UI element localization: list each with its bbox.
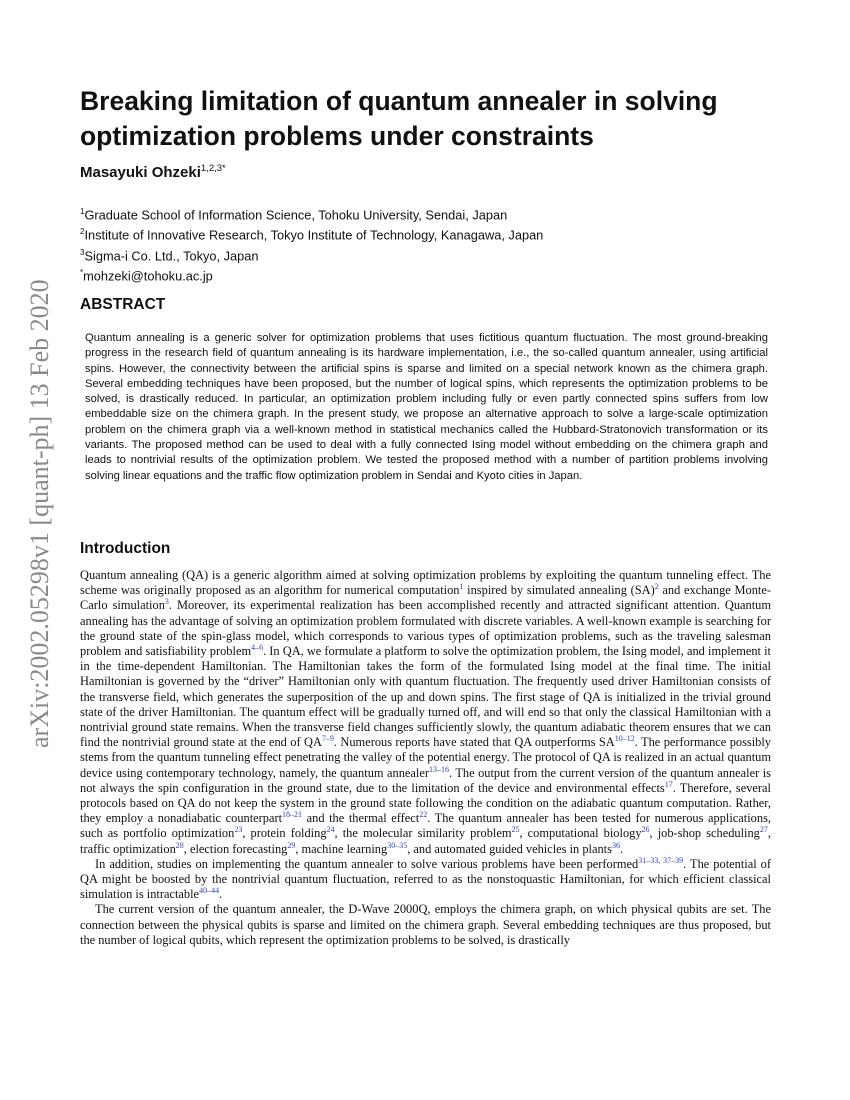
affiliation-item — [80, 223, 780, 243]
citation-link[interactable]: 36 — [611, 840, 620, 850]
paragraph-text: , job-shop scheduling — [649, 826, 760, 841]
paragraph-text: , and automated guided vehicles in plants — [407, 841, 612, 856]
citation-link[interactable]: 24 — [326, 825, 335, 835]
citation-link[interactable]: 10–12 — [614, 734, 635, 744]
citation-link[interactable]: 29 — [287, 840, 296, 850]
citation-link[interactable]: 3 — [164, 597, 169, 607]
paragraph-text: . In QA, we formulate a platform to solve the optimization problem, the Ising model, and implement it in the time-dependent Hamiltonian. The Hamiltonian takes the form of the formulated Ising model at the final time. The initial Hamiltonian is governed by the “driver” Hamiltonian only with quantum fluctuation. The frequently used driver Hamiltonian consists of the transverse field, which generates the superposition of the up and down spins. The first stage of QA is initialized in the trivial ground state of the driver Hamiltonian. The quantum effect will be gradually turned off, and will end so that only the classical Hamiltonian with a nontrivial ground state remains. When the transverse field changes sufficiently slowly, the quantum adiabatic theorem ensures that we can find the nontrivial ground state at the end of QA — [80, 644, 771, 750]
affiliation-text: mohzeki@tohoku.ac.jp — [83, 268, 213, 284]
citation-link[interactable]: 1 — [459, 582, 464, 592]
affiliation-mark: 2 — [80, 227, 85, 237]
paragraph-text: inspired by simulated annealing (SA) — [463, 583, 655, 598]
citation-link[interactable]: 7–9 — [321, 734, 334, 744]
paragraph-text: . The quantum annealer has been tested for numerous applications, such as portfolio optimization — [80, 811, 771, 841]
affiliation-text: Graduate School of Information Science, Tohoku University, Sendai, Japan — [84, 207, 508, 223]
paragraph-text: . Numerous reports have stated that QA outperforms SA — [333, 735, 615, 750]
affiliation-mark: 1 — [80, 207, 85, 216]
paragraph: The current version of the quantum annealer, the D-Wave 2000Q, employs the chimera graph, on which physical qubits are set. The connection between the physical qubits is sparse and limited on the chimera graph. Several embedding techniques are thus proposed, but the number of logical qubits, which represent the optimization problems to be solved, is drastically — [80, 902, 771, 947]
paragraph-text: and exchange Monte-Carlo simulation — [80, 583, 771, 613]
affiliation-text: Institute of Innovative Research, Tokyo Institute of Technology, Kanagawa, Japan — [84, 227, 544, 243]
paragraph — [80, 857, 771, 903]
paragraph — [80, 568, 771, 857]
paragraph-text: , election forecasting — [183, 841, 288, 856]
affiliation-email — [80, 264, 780, 284]
paragraph-text: . The potential of QA might be boosted by the nontrivial quantum fluctuation, referred to as the nonstoquastic Hamiltonian, for which efficient classical simulation is intractable — [80, 856, 772, 902]
citation-link[interactable]: 40–44 — [199, 886, 220, 896]
citation-link[interactable]: 4–6 — [251, 642, 264, 652]
paragraph-text: , the molecular similarity problem — [334, 826, 512, 841]
citation-link[interactable]: 30–35 — [387, 840, 408, 850]
paragraph-text: , machine learning — [295, 841, 388, 856]
citation-link[interactable]: 23 — [234, 825, 243, 835]
paragraph-text: , computational biology — [519, 826, 642, 841]
affiliation-text: Sigma-i Co. Ltd., Tokyo, Japan — [84, 247, 259, 263]
affiliation-item — [80, 203, 780, 223]
paragraph-text: . — [619, 841, 624, 856]
citation-link[interactable]: 18–21 — [282, 810, 303, 820]
paragraph-text: , protein folding — [242, 826, 327, 841]
author-line — [80, 163, 226, 181]
author-affiliation-marks: 1,2,3* — [200, 163, 226, 174]
citation-link[interactable]: 2 — [654, 582, 659, 592]
affiliation-mark: 3 — [80, 247, 85, 257]
paragraph-text: . Therefore, several protocols based on QA do not keep the system in the ground state following the condition on the adiabatic quantum computation. Rather, they employ a nonadiabatic counterpart — [80, 780, 771, 826]
citation-link[interactable]: 28 — [175, 840, 184, 850]
affiliation-mark: * — [80, 267, 84, 277]
citation-link[interactable]: 22 — [419, 810, 428, 820]
abstract-heading: ABSTRACT — [80, 296, 166, 313]
affiliation-item — [80, 244, 780, 264]
paragraph-text: In addition, studies on implementing the quantum annealer to solve various problems have been performed — [95, 856, 639, 871]
citation-link[interactable]: 26 — [641, 825, 650, 835]
author-name: Masayuki Ohzeki — [80, 164, 201, 181]
paragraph-text: and the thermal effect — [302, 811, 420, 826]
introduction-body — [80, 568, 771, 948]
paragraph-text: . The output from the current version of the quantum annealer is not always the spin configuration in the ground state, due to the limitation of the device and environmental effects — [80, 765, 771, 795]
citation-link[interactable]: 13–16 — [428, 764, 449, 774]
affiliation-list — [80, 203, 780, 284]
citation-link[interactable]: 25 — [511, 825, 520, 835]
abstract-text: Quantum annealing is a generic solver for optimization problems that uses fictitious quantum fluctuation. The most ground-breaking progress in the research field of quantum annealing is its hardware implementation, i.e., the so-called quantum annealer, using artificial spins. However, the connectivity between the artificial spins is sparse and limited on a special network known as the chimera graph. Several embedding techniques have been proposed, but the number of logical spins, which represents the optimization problems to be solved, is drastically reduced. In particular, an optimization problem including fully or even partly connected spins suffers from low embeddable size on the chimera graph. In the present study, we propose an alternative approach to solve a large-scale optimization problem on the chimera graph via a well-known method in statistical mechanics called the Hubbard-Stratonovich transformation or its variants. The proposed method can be used to deal with a fully connected Ising model without embedding on the chimera graph and leads to nontrivial results of the optimization problem. We tested the proposed method with a number of partition problems involving solving linear equations and the traffic flow optimization problem in Sendai and Kyoto cities in Japan. — [85, 332, 768, 482]
paragraph-text: , traffic optimization — [80, 826, 771, 856]
paragraph-text: . The performance possibly stems from the quantum tunneling effect penetrating the valley of the potential energy. The protocol of QA is realized in an actual quantum device using contemporary technology, namely, the quantum annealer — [80, 735, 772, 780]
citation-link[interactable]: 27 — [759, 825, 768, 835]
paper-title: Breaking limitation of quantum annealer in solving optimization problems under constraints — [80, 86, 718, 151]
paragraph-text: . Moreover, its experimental realization has been accomplished recently and attracted significant attention. Quantum annealing has the advantage of solving an optimization problem formulated with discrete variables. A well-known example is searching for the ground state of the spin-glass model, which corresponds to various types of optimization problems, such as the traveling salesman problem and satisfiability problem — [80, 598, 771, 659]
introduction-heading: Introduction — [80, 540, 171, 557]
arxiv-sidebar-stamp: arXiv:2002.05298v1 [quant-ph] 13 Feb 2020 — [25, 279, 54, 749]
paragraph-text: . — [219, 887, 223, 902]
paragraph-text: Quantum annealing (QA) is a generic algorithm aimed at solving optimization problems by exploiting the quantum tunneling effect. The scheme was originally proposed as an algorithm for numerical computation — [80, 568, 771, 598]
citation-link[interactable]: 31–33, 37–39 — [638, 855, 684, 865]
citation-link[interactable]: 17 — [664, 779, 673, 789]
